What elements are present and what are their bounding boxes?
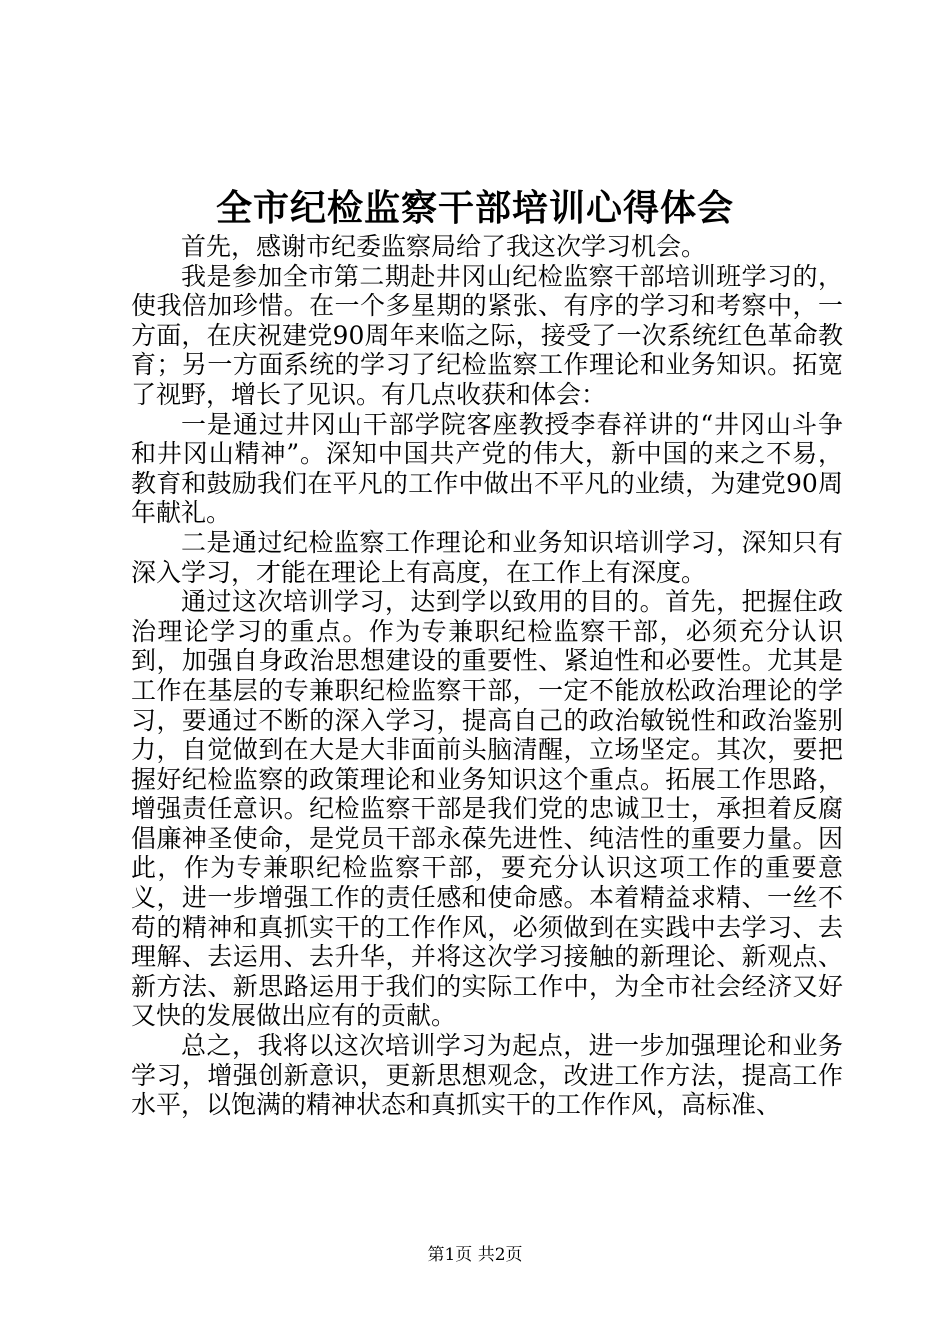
paragraph: 一是通过井冈山干部学院客座教授李春祥讲的“井冈山斗争和井冈山精神”。深知中国共产党的伟大，新中国的来之不易，教育和鼓励我们在平凡的工作中做出不平凡的业绩，为建党90周年献礼。: [131, 409, 843, 528]
document-body: [131, 232, 843, 1120]
document-title: 全市纪检监察干部培训心得体会: [215, 187, 734, 229]
paragraph: 二是通过纪检监察工作理论和业务知识培训学习，深知只有深入学习，才能在理论上有高度，在工作上有深度。: [131, 527, 843, 587]
paragraph: 我是参加全市第二期赴井冈山纪检监察干部培训班学习的，使我倍加珍惜。在一个多星期的紧张、有序的学习和考察中，一方面，在庆祝建党90周年来临之际，接受了一次系统红色革命教育；另一方面系统的学习了纪检监察工作理论和业务知识。拓宽了视野，增长了见识。有几点收获和体会：: [131, 261, 843, 409]
page-number-footer: 第1页 共2页: [427, 1245, 523, 1265]
paragraph: 总之，我将以这次培训学习为起点，进一步加强理论和业务学习，增强创新意识，更新思想观念，改进工作方法，提高工作水平，以饱满的精神状态和真抓实干的工作作风，高标准、: [131, 1031, 843, 1120]
paragraph: 首先，感谢市纪委监察局给了我这次学习机会。: [181, 232, 707, 261]
paragraph: 通过这次培训学习，达到学以致用的目的。首先，把握住政治理论学习的重点。作为专兼职纪检监察干部，必须充分认识到，加强自身政治思想建设的重要性、紧迫性和必要性。尤其是工作在基层的专兼职纪检监察干部，一定不能放松政治理论的学习，要通过不断的深入学习，提高自己的政治敏锐性和政治鉴别力，自觉做到在大是大非面前头脑清醒，立场坚定。其次，要把握好纪检监察的政策理论和业务知识这个重点。拓展工作思路，增强责任意识。纪检监察干部是我们党的忠诚卫士，承担着反腐倡廉神圣使命，是党员干部永葆先进性、纯洁性的重要力量。因此，作为专兼职纪检监察干部，要充分认识这项工作的重要意义，进一步增强工作的责任感和使命感。本着精益求精、一丝不苟的精神和真抓实干的工作作风，必须做到在实践中去学习、去理解、去运用、去升华，并将这次学习接触的新理论、新观点、新方法、新思路运用于我们的实际工作中，为全市社会经济又好又快的发展做出应有的贡献。: [131, 587, 843, 1031]
